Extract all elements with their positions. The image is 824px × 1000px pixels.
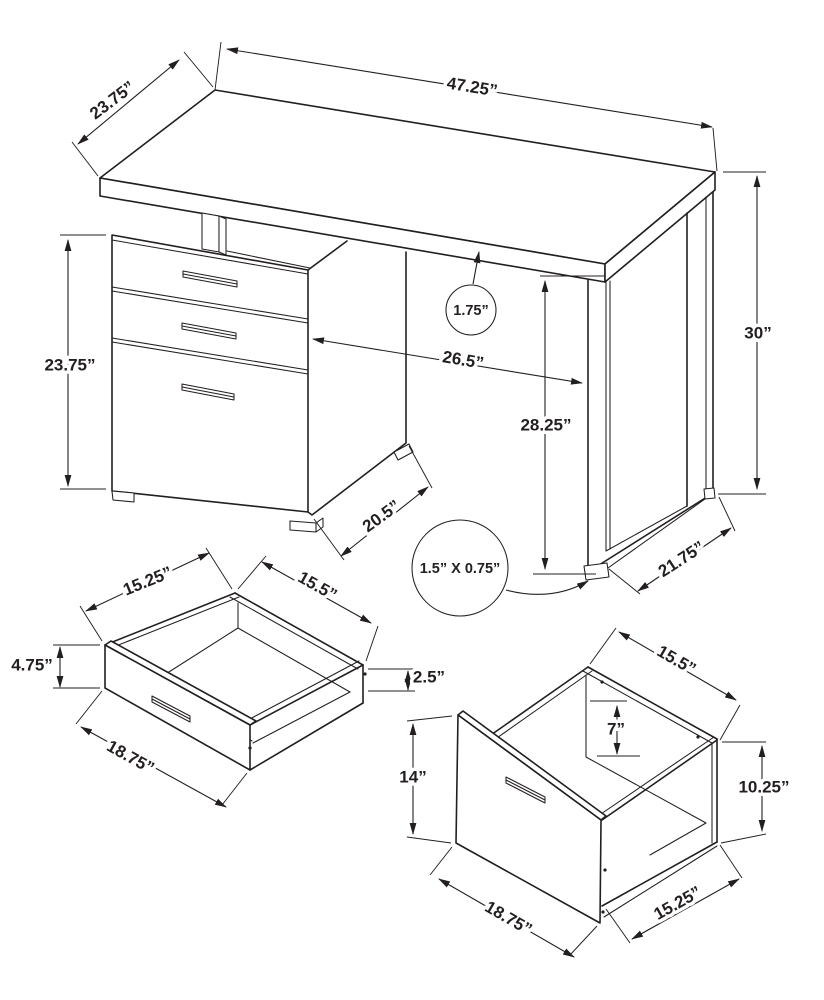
desk-top-width-label: 47.25” xyxy=(445,73,499,101)
file-drawer-width-label: 18.75” xyxy=(481,897,536,940)
desk-leg-height-label: 30” xyxy=(744,323,772,343)
knee-space-width-label: 26.5” xyxy=(441,347,486,373)
leg-tube-size-label: 1.5” X 0.75” xyxy=(419,560,501,577)
small-drawer-view xyxy=(53,548,415,807)
small-drawer-left-top-edge xyxy=(105,593,235,645)
drawer-cabinet xyxy=(112,213,413,532)
small-drawer-back-depth-label: 15.25” xyxy=(120,562,175,600)
leg-depth-label: 21.75” xyxy=(654,537,709,582)
cabinet-foot-left xyxy=(112,491,134,502)
leg-foot-front xyxy=(584,563,609,580)
file-drawer-front-panel xyxy=(456,715,601,923)
cabinet-foot-back xyxy=(394,444,413,460)
clearance-height-label: 28.25” xyxy=(520,415,572,435)
file-drawer-view xyxy=(407,628,766,957)
file-drawer-interior xyxy=(586,675,706,855)
cabinet-foot-right xyxy=(290,521,316,532)
cabinet-side-panel xyxy=(308,252,406,515)
small-drawer-top-depth-label: 15.5” xyxy=(294,567,341,605)
file-drawer-side-top-edge xyxy=(602,740,717,820)
small-drawer-front-height-label: 4.75” xyxy=(11,655,53,675)
cabinet-depth-label: 20.5” xyxy=(358,496,404,537)
file-drawer-bottom-depth-label: 15.25” xyxy=(650,882,705,924)
small-drawer-back-top-edge xyxy=(235,593,363,665)
file-drawer-front-height-label: 14” xyxy=(399,767,427,787)
small-drawer-body xyxy=(105,593,367,770)
small-drawer-side-height-label: 2.5” xyxy=(412,667,446,687)
file-drawer-left-top-edge xyxy=(488,667,588,737)
leg-foot-back xyxy=(704,488,715,499)
desk-view xyxy=(60,42,766,616)
small-drawer-side-bottom-edge xyxy=(250,703,363,770)
desk-top-thickness-label: 1.75” xyxy=(453,302,489,319)
small-drawer-width-label: 18.75” xyxy=(103,736,158,778)
file-drawer-inner-height-label: 7” xyxy=(607,719,625,739)
file-drawer-body xyxy=(456,667,717,923)
file-drawer-side-height-label: 10.25” xyxy=(738,777,790,797)
cabinet-side-top-edge xyxy=(308,241,347,270)
file-drawer-top-depth-label: 15.5” xyxy=(653,641,700,679)
desk-top-depth-label: 23.75” xyxy=(86,77,139,124)
cabinet-height-label: 23.75” xyxy=(44,355,96,375)
